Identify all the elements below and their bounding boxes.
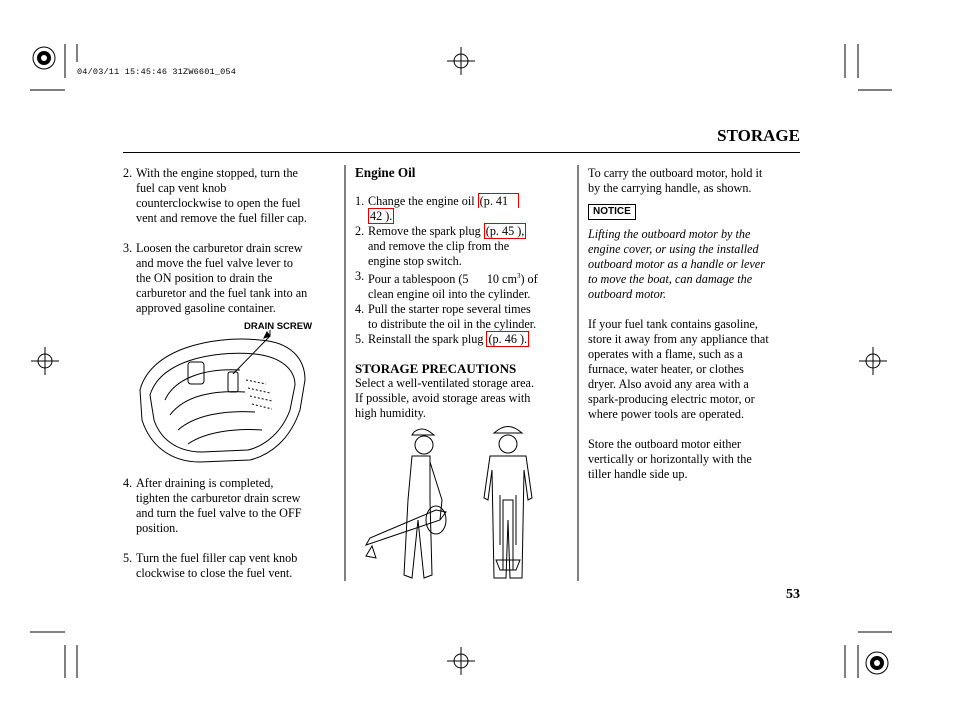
print-header: 04/03/11 15:45:46 31ZW6601_054 <box>77 67 237 77</box>
page-ref-link[interactable]: (p. 45 ), <box>485 224 525 238</box>
page-number: 53 <box>786 587 800 602</box>
list-item: 2. Remove the spark plug (p. 45 ), and remove the clip from the engine stop switch. <box>355 224 525 268</box>
left-column-lower <box>123 476 338 581</box>
notice-badge: NOTICE <box>588 204 636 220</box>
engine-oil-heading: Engine Oil <box>355 165 416 180</box>
left-column <box>123 166 338 316</box>
registration-target-icon <box>33 47 55 69</box>
list-item: 3. Loosen the carburetor drain screw and move the fuel valve lever to the ON position to drain the carburetor and the fuel tank into an approved gasoline container. <box>123 241 308 315</box>
page-title: STORAGE <box>717 126 800 145</box>
list-item: 4. After draining is completed, tighten the carburetor drain screw and turn the fuel valve to the OFF position. <box>123 476 302 535</box>
page-ref-link[interactable]: 42 ). <box>370 209 393 223</box>
right-column: To carry the outboard motor, hold it by the carrying handle, as shown. NOTICE Lifting the outboard motor by the engine cover, or using the installed outboard motor as a handle or lever to move the boat, can damage the outboard motor. If your fuel tank contains gasoline, store it away from any appliance that operates with a flame, such as a furnace, water heater, or clothes dryer. Also avoid any area with a spark-producing electric motor, or where power tools are operated. Store the outboard motor either vertically or horizontally with the tiller handle side up. <box>588 166 769 481</box>
middle-column: Engine Oil 1. Change the engine oil (p. 41 42 ). 2. Remove the spark plug (p. 45 ), and remove the clip from the engine stop switch. 3. Pour a tablespoon (5 10 $cm^3$) of clean engine oil into the cylinder. 4. Pull the starter rope several times to distribute the oil in the cylinder. 5. Reinstall the spark plug (p. 46 ). STORAGE PRECAUTIONS Select a well-ventilated storage area. If possible, avoid storage areas with high humidity. <box>355 165 571 421</box>
page-ref-link[interactable]: (p. 46 ). <box>488 332 528 347</box>
title-rule <box>123 152 800 153</box>
storage-precautions-heading: STORAGE PRECAUTIONS <box>355 361 517 377</box>
list-item: 5. Turn the fuel filler cap vent knob clockwise to close the fuel vent. <box>123 551 298 580</box>
registration-target-icon <box>866 652 888 674</box>
drain-screw-label: DRAIN SCREW <box>244 321 313 332</box>
list-item: 1. Change the engine oil (p. 41 42 ). <box>355 194 571 224</box>
list-item: 2. With the engine stopped, turn the fuel cap vent knob counterclockwise to open the fuel vent and remove the fuel filler cap. <box>123 166 307 225</box>
list-item: 3. Pour a tablespoon (5 10 $cm^3$) of clean engine oil into the cylinder. <box>355 269 538 302</box>
page-ref-link[interactable]: (p. 41 <box>478 193 519 208</box>
list-item: 5. Reinstall the spark plug (p. 46 ). <box>355 332 528 347</box>
list-item: 4. Pull the starter rope several times to distribute the oil in the cylinder. <box>355 302 537 332</box>
